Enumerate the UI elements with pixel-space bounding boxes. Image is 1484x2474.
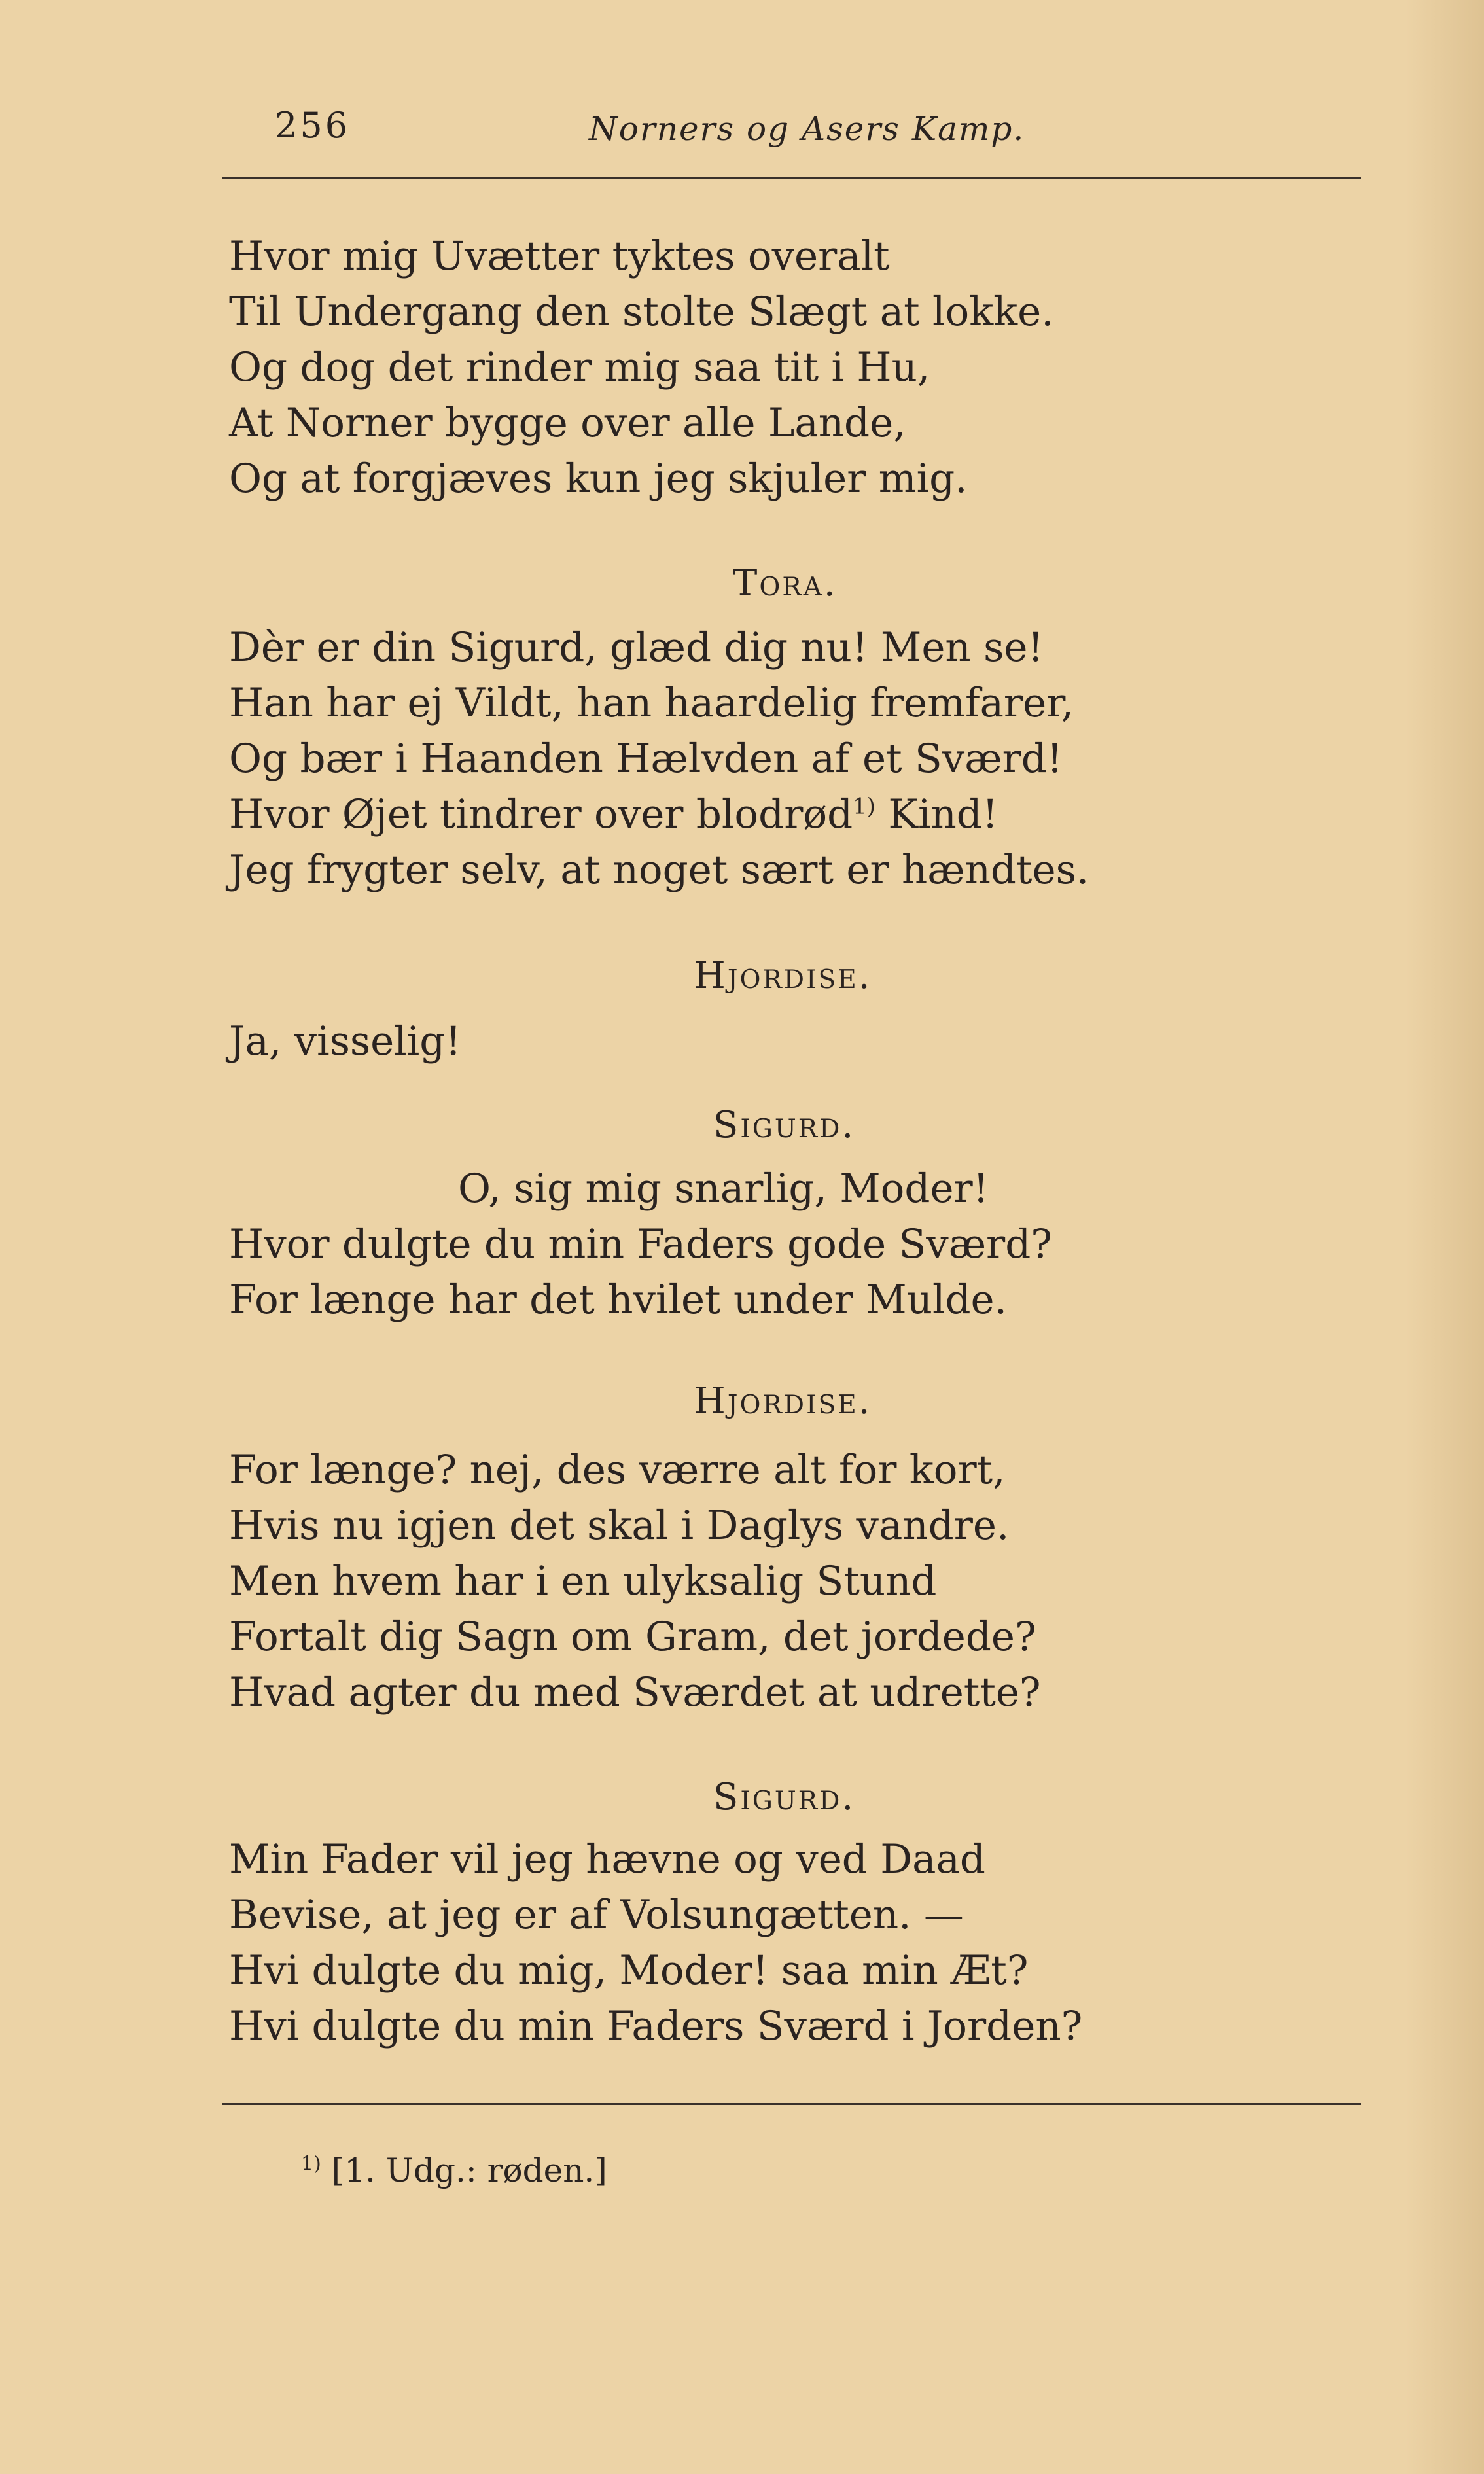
verse-line: At Norner bygge over alle Lande, [229,400,906,446]
header-rule [222,177,1361,179]
verse-segment: Hvor Øjet tindrer over blodrød [229,791,853,838]
footnote-text: [1. Udg.: røden.] [331,2151,607,2189]
verse-line: Hvi dulgte du min Faders Sværd i Jorden? [229,2003,1083,2049]
verse-line: Hvor mig Uvætter tyktes overalt [229,233,890,279]
verse-line: Dèr er din Sigurd, glæd dig nu! Men se! [229,624,1044,671]
verse-line: Jeg frygter selv, at noget sært er hændtes. [229,847,1089,893]
speaker-name: Sigurd. [713,1104,856,1146]
speaker-name: Hjordise. [694,1380,872,1423]
footnote-marker: 1) [301,2152,321,2176]
speaker-name: Sigurd. [713,1776,856,1818]
page-number: 256 [275,105,351,146]
verse-line: Og at forgjæves kun jeg skjuler mig. [229,455,968,502]
verse-line: Og bær i Haanden Hælvden af et Sværd! [229,735,1063,782]
verse-line: Men hvem har i en ulyksalig Stund [229,1558,937,1604]
verse-segment: Kind! [888,791,998,838]
speaker-name: Hjordise. [694,955,872,997]
verse-line: Hvi dulgte du mig, Moder! saa min Æt? [229,1947,1029,1994]
verse-line: Min Fader vil jeg hævne og ved Daad [229,1836,985,1882]
page-edge-shadow [1405,0,1484,2474]
verse-line: Han har ej Vildt, han haardelig fremfarer, [229,680,1074,726]
verse-line: Til Undergang den stolte Slægt at lokke. [229,289,1054,335]
verse-line: Hvor dulgte du min Faders gode Sværd? [229,1221,1052,1267]
footnote [301,2147,607,2193]
footnote-rule [222,2103,1361,2105]
speaker-name: Tora. [733,562,838,605]
verse-line: Ja, visselig! [229,1018,461,1065]
verse-line: For længe har det hvilet under Mulde. [229,1277,1008,1323]
footnote-ref: 1) [853,793,876,820]
running-head [222,105,1361,157]
verse-line: O, sig mig snarlig, Moder! [458,1165,989,1212]
running-title: Norners og Asers Kamp. [589,110,1025,148]
verse-line [229,787,998,842]
verse-line: Fortalt dig Sagn om Gram, det jordede? [229,1614,1036,1660]
verse-line: Hvad agter du med Sværdet at udrette? [229,1669,1041,1716]
verse-line: Hvis nu igjen det skal i Daglys vandre. [229,1502,1010,1549]
verse-line: For længe? nej, des værre alt for kort, [229,1447,1006,1493]
verse-line: Og dog det rinder mig saa tit i Hu, [229,344,930,391]
verse-line: Bevise, at jeg er af Volsungætten. — [229,1892,964,1938]
